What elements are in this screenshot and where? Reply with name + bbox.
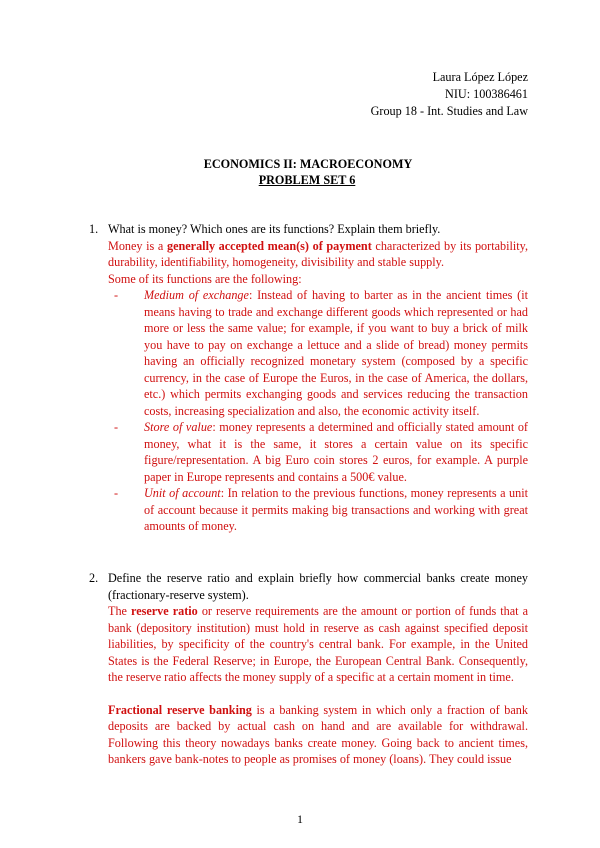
fractional-reserve-paragraph: [108, 702, 528, 768]
student-niu: NIU: 100386461: [445, 87, 528, 101]
author-header: [371, 69, 528, 120]
function-item: [108, 485, 528, 535]
functions-list: [108, 287, 528, 535]
document-title: ECONOMICS II: MACROECONOMY: [203, 157, 413, 171]
question-number: 2.: [89, 571, 99, 585]
reserve-ratio-paragraph: [108, 603, 528, 686]
page-number: 1: [297, 812, 303, 826]
bullet-dash: -: [114, 420, 119, 434]
document-subtitle: PROBLEM SET 6: [258, 173, 356, 187]
student-group: Group 18 - Int. Studies and Law: [370, 104, 528, 118]
function-term: Medium of exchange: [144, 288, 249, 302]
question-1: [89, 221, 528, 535]
function-text: : In relation to the previous functions, money represents a unit of account because it permits making big transactions and working with great amounts of money.: [144, 486, 528, 533]
answer-text: is a banking system in which only a fraction of bank deposits are backed by actual cash on hand and are available for withdrawal. Following this theory nowadays banks create money. Going back to ancient times, bankers gave bank-notes to people as promises of money (loans). They could issue: [108, 702, 528, 766]
answer-text: The: [108, 604, 132, 618]
function-text: : Instead of having to barter as in the ancient times (it means having to trade and exchange different goods which represented or had more or less the same value; for example, if you want to buy a brick of milk you have to pay on exchange a lettuce and a slide of bread) money permits having an officially recognized monetary system (composed by a specific currency, in the case of Europe the Euros, in the case of America, the dollars, etc.) which permits exchanging goods and services reducing the transaction costs, increasing specialization and also, the economic activity itself.: [144, 288, 528, 418]
function-text: : money represents a determined and officially stated amount of money, what it is the same, it stores a certain value on its specific figure/representation. A big Euro coin stores 2 euros, for example. A purple paper in Europe represents and contains a 500€ value.: [144, 420, 528, 484]
answer-definition: [108, 238, 528, 271]
question-text: Define the reserve ratio and explain briefly how commercial banks create money (fractionary-reserve system).: [108, 571, 528, 602]
function-item: [108, 287, 528, 419]
answer-bold-term: Fractional reserve banking: [108, 702, 252, 717]
bullet-dash: -: [114, 486, 119, 500]
question-text: What is money? Which ones are its functions? Explain them briefly.: [108, 222, 441, 236]
title-block: [0, 156, 600, 188]
answer-text: Money is a: [108, 238, 167, 253]
answer-text: or reserve requirements are the amount or portion of funds that a bank (depository institution) must hold in reserve as cash against specified deposit liabilities, by specificity of the country's central bank. For example, in the United States is the Federal Reserve; in Europe, the European Central Bank. Consequently, the reserve ratio affects the money supply of a specific at a certain moment in time.: [108, 604, 528, 684]
author-name: Laura López López: [432, 70, 528, 84]
function-term: Unit of account: [144, 486, 221, 500]
function-item: [108, 419, 528, 485]
functions-intro: Some of its functions are the following:: [108, 271, 302, 286]
answer-text: characterized by its portability, durability, identifiability, homogeneity, divisibility and stable supply.: [108, 238, 528, 269]
bullet-dash: -: [114, 288, 119, 302]
function-term: Store of value: [144, 420, 213, 434]
question-2: [89, 570, 528, 768]
answer-bold-term: reserve ratio: [131, 604, 198, 618]
answer-bold-term: generally accepted mean(s) of payment: [166, 238, 372, 253]
question-number: 1.: [89, 222, 99, 236]
